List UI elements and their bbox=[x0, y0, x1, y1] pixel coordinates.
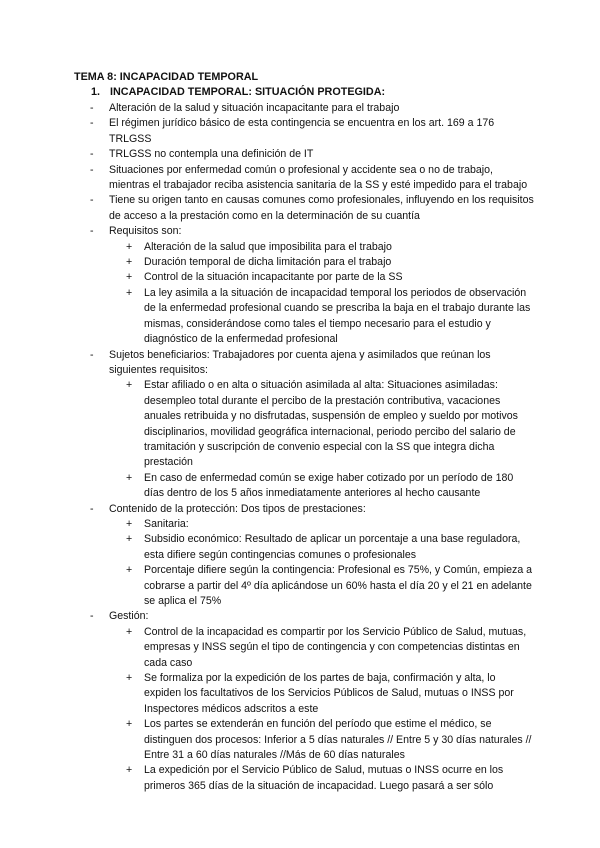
list-item-text: Gestión: bbox=[109, 610, 149, 623]
sub-list-item bbox=[74, 270, 534, 285]
plus-marker: + bbox=[126, 286, 133, 299]
plus-marker: + bbox=[126, 256, 133, 269]
plus-marker: + bbox=[126, 564, 133, 577]
document-title: TEMA 8: INCAPACIDAD TEMPORAL bbox=[74, 71, 259, 83]
section-number: 1. bbox=[91, 86, 101, 98]
sub-item-text: Sanitaria: bbox=[144, 517, 189, 530]
list-item-contenido bbox=[74, 502, 534, 517]
plus-marker: + bbox=[126, 672, 133, 685]
sub-item-text: En caso de enfermedad común se exige haber cotizado por un período de 180 días dentro de los 5 años inmediatamente anteriores al hecho causante bbox=[144, 471, 514, 500]
plus-marker: + bbox=[126, 271, 133, 284]
dash-marker: - bbox=[90, 610, 94, 623]
sub-item-text: Se formaliza por la expedición de los partes de baja, confirmación y alta, lo expiden los facultativos de los Servicios Públicos de Salud, mutuas o INSS por Inspectores médicos adscritos a este bbox=[144, 672, 514, 715]
sub-list-item bbox=[74, 240, 534, 255]
list-item-requisitos bbox=[74, 224, 534, 239]
sub-list-item bbox=[74, 471, 534, 502]
sub-list-item bbox=[74, 378, 534, 470]
list-item-text: Contenido de la protección: Dos tipos de prestaciones: bbox=[109, 502, 366, 515]
plus-marker: + bbox=[126, 240, 133, 253]
dash-marker: - bbox=[90, 117, 94, 130]
dash-marker: - bbox=[90, 163, 94, 176]
sub-item-text: La ley asimila a la situación de incapacidad temporal los periodos de observación de la enfermedad profesional cuando se prescriba la baja en el trabajo durante las mismas, considerándose como tales el tiempo necesario para el estudio y diagnóstico de la enfermedad profesional bbox=[144, 286, 531, 346]
dash-marker: - bbox=[90, 148, 94, 161]
list-item bbox=[74, 193, 534, 224]
sub-list-item bbox=[74, 286, 534, 348]
sub-item-text: Control de la situación incapacitante por parte de la SS bbox=[144, 271, 403, 284]
sub-list-item bbox=[74, 763, 534, 794]
sub-item-text: Duración temporal de dicha limitación para el trabajo bbox=[144, 256, 392, 269]
sub-item-text: Subsidio económico: Resultado de aplicar un porcentaje a una base reguladora, esta difiere según contingencias comunes o profesionales bbox=[144, 533, 521, 561]
dash-marker: - bbox=[90, 194, 94, 207]
section-heading bbox=[91, 85, 385, 100]
plus-marker: + bbox=[126, 517, 133, 530]
sub-list-item bbox=[74, 625, 534, 671]
sub-list-item bbox=[74, 517, 534, 532]
list-item-text: Tiene su origen tanto en causas comunes como profesionales, influyendo en los requisitos de acceso a la prestación como en la determinación de su cuantía bbox=[109, 194, 534, 222]
plus-marker: + bbox=[126, 533, 133, 546]
sub-list-item bbox=[74, 717, 534, 763]
dash-marker: - bbox=[90, 502, 94, 515]
sub-item-text: Los partes se extenderán en función del período que estime el médico, se distinguen dos procesos: Inferior a 5 días naturales // Entre 5 y 30 días naturales // Entre 31 a 60 días naturales //Más de 60 días naturales bbox=[144, 718, 532, 762]
list-item-text: Requisitos son: bbox=[109, 225, 182, 238]
plus-marker: + bbox=[126, 718, 133, 731]
section-heading-text: INCAPACIDAD TEMPORAL: SITUACIÓN PROTEGIDA: bbox=[110, 86, 386, 98]
sub-item-text: La expedición por el Servicio Público de Salud, mutuas o INSS ocurre en los primeros 365 días de la situación de incapacidad. Luego pasará a ser sólo bbox=[144, 764, 504, 792]
list-item bbox=[74, 101, 534, 116]
list-item-text: Sujetos beneficiarios: Trabajadores por cuenta ajena y asimilados que reúnan los siguientes requisitos: bbox=[109, 348, 491, 376]
sub-list-item bbox=[74, 532, 534, 563]
list-item bbox=[74, 116, 534, 147]
plus-marker: + bbox=[126, 471, 133, 484]
list-item-text: El régimen jurídico básico de esta contingencia se encuentra en los art. 169 a 176 TRLGSS bbox=[109, 117, 495, 145]
list-item-text: Situaciones por enfermedad común o profesional y accidente sea o no de trabajo, mientras el trabajador reciba asistencia sanitaria de la SS y esté impedido para el trabajo bbox=[109, 163, 528, 192]
dash-marker: - bbox=[90, 348, 94, 361]
sub-item-text: Porcentaje difiere según la contingencia: Profesional es 75%, y Común, empieza a cobrarse a partir del 4º día aplicándose un 60% hasta el día 20 y el 21 en adelante se aplica el 75% bbox=[144, 564, 533, 607]
dash-marker: - bbox=[90, 102, 94, 114]
list-item-text: Alteración de la salud y situación incapacitante para el trabajo bbox=[109, 102, 400, 114]
plus-marker: + bbox=[126, 625, 133, 638]
sub-list-item bbox=[74, 671, 534, 717]
sub-item-text: Control de la incapacidad es compartir por los Servicio Público de Salud, mutuas, empresas y INSS según el tipo de contingencia y con competencias distintas en cada caso bbox=[144, 625, 527, 669]
plus-marker: + bbox=[126, 379, 133, 392]
list-item bbox=[74, 163, 534, 194]
content-list bbox=[74, 101, 534, 794]
sub-list-item bbox=[74, 563, 534, 609]
plus-marker: + bbox=[126, 764, 133, 777]
list-item-beneficiarios bbox=[74, 348, 534, 379]
sub-item-text: Estar afiliado o en alta o situación asimilada al alta: Situaciones asimiladas: desempleo total durante el percibo de la prestación contributiva, vacaciones anuales retribuida y no disfrutadas, suspensión de empleo y sueldo por motivos disciplinarios, movilidad geográfica internacional, periodo percibo del salario de tramitación y suscripción de convenio especial con la SS que integra dicha prestación bbox=[144, 379, 518, 469]
dash-marker: - bbox=[90, 225, 94, 238]
list-item-gestion bbox=[74, 609, 534, 624]
list-item bbox=[74, 147, 534, 162]
list-item-text: TRLGSS no contempla una definición de IT bbox=[109, 148, 314, 161]
sub-list-item bbox=[74, 255, 534, 270]
sub-item-text: Alteración de la salud que imposibilita para el trabajo bbox=[144, 240, 392, 253]
